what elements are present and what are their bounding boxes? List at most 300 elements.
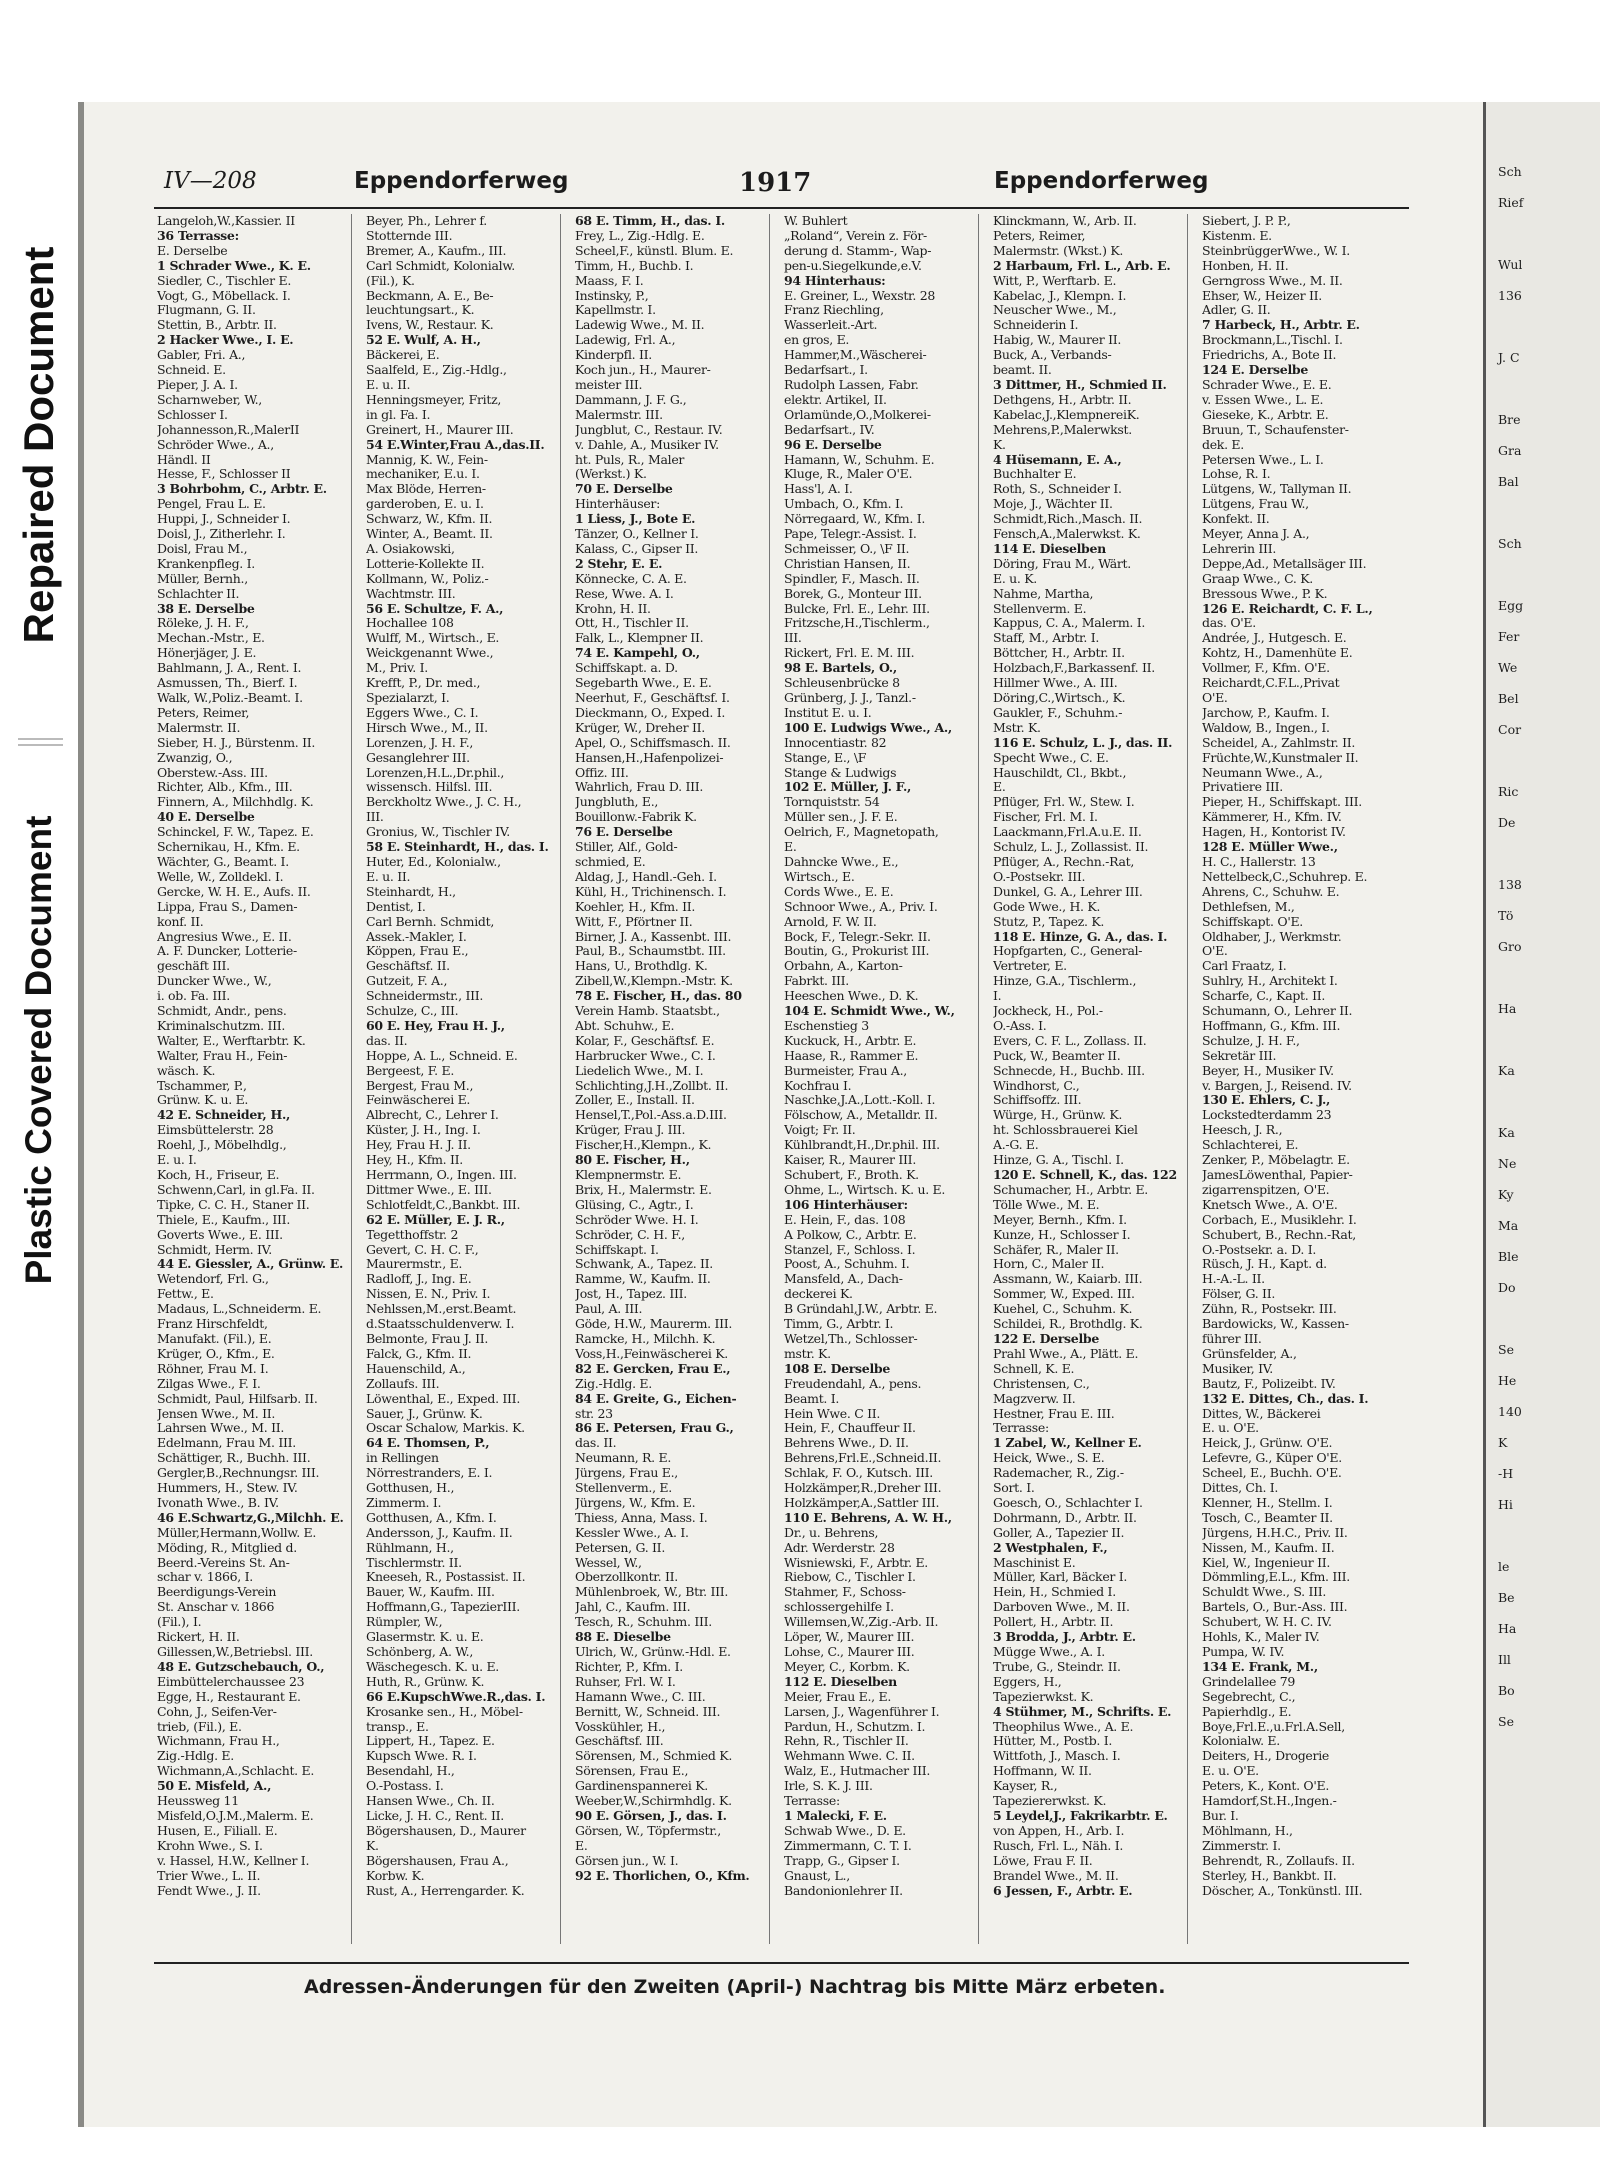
directory-entry-line: Krosanke sen., H., Möbel- <box>366 1704 523 1719</box>
directory-entry-line: Schiffskapt. I. <box>575 1242 659 1257</box>
directory-entry-line: Fettw., E. <box>157 1287 214 1302</box>
adjacent-page-fragment: Gro <box>1498 939 1522 954</box>
directory-entry-line: Kämmerer, H., Kfm. IV. <box>1202 810 1342 825</box>
directory-entry-line: Holzbach,F.,Barkassenf. II. <box>993 661 1155 676</box>
adjacent-page-fragment: Bal <box>1498 474 1519 489</box>
directory-entry-line: Jürgens, Frau E., <box>575 1466 678 1481</box>
directory-entry-line: Hütter, M., Postb. I. <box>993 1734 1113 1749</box>
directory-entry-line: Behrens,Frl.E.,Schneid.II. <box>784 1451 942 1466</box>
directory-entry-line: Doisl, J., Zitherlehr. I. <box>157 527 286 542</box>
adjacent-page-fragment: 140 <box>1498 1404 1522 1419</box>
directory-entry-line: Bergeest, F. E. <box>366 1063 455 1078</box>
directory-entry-line: Schmidt,Rich.,Masch. II. <box>993 512 1143 527</box>
directory-entry-line: Müller sen., J. F. E. <box>784 810 898 825</box>
directory-entry-line: Nissen, E. N., Priv. I. <box>366 1287 491 1302</box>
adjacent-page-fragment: Do <box>1498 1280 1516 1295</box>
directory-entry-line: Hillmer Wwe., A. III. <box>993 676 1118 691</box>
directory-entry-line: Trapp, G., Gipser I. <box>784 1853 900 1868</box>
directory-entry-line: Hesse, F., Schlosser II <box>157 467 291 482</box>
adjacent-page-fragment: Tö <box>1498 908 1514 923</box>
directory-entry-line: Falck, G., Kfm. II. <box>366 1346 472 1361</box>
directory-entry-line: Müller, Bernh., <box>157 571 248 586</box>
directory-entry-line: Kaiser, R., Maurer III. <box>784 1153 916 1168</box>
adjacent-page-fragment: Gra <box>1498 443 1522 458</box>
directory-entry-line: Knetsch Wwe., A. O'E. <box>1202 1197 1338 1212</box>
directory-entry-line: 116 E. Schulz, L. J., das. II. <box>993 735 1173 750</box>
directory-entry-line: Pieper, J. A. I. <box>157 377 238 392</box>
directory-entry-line: Schulz, L. J., Zollassist. II. <box>993 840 1149 855</box>
directory-entry-line: Roth, S., Schneider I. <box>993 482 1122 497</box>
directory-entry-line: Malermstr. II. <box>157 720 241 735</box>
directory-entry-line: Malermstr. (Wkst.) K. <box>993 243 1124 258</box>
directory-entry-line: Huth, R., Grünw. K. <box>366 1674 485 1689</box>
directory-entry-line: Scharfe, C., Kapt. II. <box>1202 989 1326 1004</box>
directory-entry-line: Schlotfeldt,C.,Bankbt. III. <box>366 1197 521 1212</box>
directory-entry-line: 128 E. Müller Wwe., <box>1202 840 1338 855</box>
directory-entry-line: 74 E. Kampehl, O., <box>575 646 700 661</box>
directory-entry-line: Schröder Wwe., A., <box>157 437 274 452</box>
directory-entry-line: Adler, G. II. <box>1202 303 1271 318</box>
directory-entry-line: Kühlbrandt,H.,Dr.phil. III. <box>784 1138 940 1153</box>
directory-entry-line: 132 E. Dittes, Ch., das. I. <box>1202 1391 1369 1406</box>
directory-entry-line: Schildei, R., Brothdlg. K. <box>993 1317 1143 1332</box>
directory-entry-line: Kabelac, J., Klempn. I. <box>993 288 1127 303</box>
directory-entry-line: Franz Hirschfeldt, <box>157 1317 268 1332</box>
directory-entry-line: Löwenthal, E., Exped. III. <box>366 1391 520 1406</box>
directory-entry-line: Hey, H., Kfm. II. <box>366 1153 463 1168</box>
directory-entry-line: Schneiderin I. <box>993 318 1079 333</box>
directory-entry-line: Henningsmeyer, Fritz, <box>366 392 502 407</box>
directory-entry-line: Schlak, F. O., Kutsch. III. <box>784 1466 933 1481</box>
directory-entry-line: Ivens, W., Restaur. K. <box>366 318 494 333</box>
directory-entry-line: Schlachterei, E. <box>1202 1138 1299 1153</box>
directory-entry-line: Tegetthoffstr. 2 <box>366 1227 459 1242</box>
directory-entry-line: Ulrich, W., Grünw.-Hdl. E. <box>575 1645 731 1659</box>
directory-entry-line: Corbach, E., Musiklehr. I. <box>1202 1212 1357 1227</box>
directory-entry-line: Wichmann,A.,Schlacht. E. <box>157 1764 315 1779</box>
directory-entry-line: Maschinist E. <box>993 1555 1076 1570</box>
directory-entry-line: Jürgens, H.H.C., Priv. II. <box>1202 1525 1348 1540</box>
directory-entry-line: Bedarfsart., I. <box>784 363 868 378</box>
directory-entry-line: in Rellingen <box>366 1451 439 1466</box>
directory-entry-line: Lockstedterdamm 23 <box>1202 1108 1332 1123</box>
directory-entry-line: Albrecht, C., Lehrer I. <box>366 1108 499 1123</box>
directory-entry-line: Gerngross Wwe., M. II. <box>1202 273 1343 288</box>
directory-entry-line: Maass, F. I. <box>575 273 644 288</box>
directory-entry-line: Brockmann,L.,Tischl. I. <box>1202 333 1343 348</box>
directory-entry-line: Tipke, C. C. H., Staner II. <box>157 1197 310 1212</box>
directory-entry-line: E. Hein, F., das. 108 <box>784 1212 906 1227</box>
directory-entry-line: Birner, J. A., Kassenbt. III. <box>575 929 732 944</box>
directory-entry-line: Staff, M., Arbtr. I. <box>993 631 1099 646</box>
directory-entry-line: Möding, R., Mitglied d. <box>157 1540 297 1555</box>
directory-entry-line: 112 E. Dieselben <box>784 1674 897 1689</box>
directory-entry-line: Wichmann, Frau H., <box>157 1734 280 1749</box>
directory-entry-line: Sieber, H. J., Bürstenm. II. <box>157 735 316 750</box>
directory-entry-line: JamesLöwenthal, Papier- <box>1202 1168 1353 1182</box>
directory-entry-line: Klempnermstr. E. <box>575 1168 682 1182</box>
directory-entry-line: Schröder, C. H. F., <box>575 1227 685 1242</box>
directory-entry-line: Stotternde III. <box>366 228 453 243</box>
directory-entry-line: Trube, G., Steindr. II. <box>993 1659 1121 1674</box>
directory-entry-line: Dunkel, G. A., Lehrer III. <box>993 884 1143 899</box>
directory-entry-line: A Polkow, C., Arbtr. E. <box>784 1227 917 1242</box>
directory-entry-line: Hamdorf,St.H.,Ingen.- <box>1202 1794 1337 1809</box>
directory-entry-line: E. Greiner, L., Wexstr. 28 <box>784 288 936 303</box>
directory-entry-line: E. u. II. <box>366 869 411 884</box>
directory-entry-line: Hauschildt, Cl., Bkbt., <box>993 765 1127 780</box>
directory-entry-line: Gnaust, L., <box>784 1868 850 1883</box>
directory-entry-line: Heeschen Wwe., D. K. <box>784 989 919 1004</box>
directory-entry-line: Eggers, H., <box>993 1674 1062 1689</box>
directory-entry-line: Dr., u. Behrens, <box>784 1525 879 1540</box>
directory-entry-line: H.-A.-L. II. <box>1202 1272 1265 1287</box>
directory-entry-line: Zühn, R., Postsekr. III. <box>1202 1302 1337 1317</box>
directory-entry-line: Willemsen,W.,Zig.-Arb. II. <box>784 1615 939 1630</box>
directory-entry-line: d.Staatsschuldenverw. I. <box>366 1317 515 1332</box>
directory-entry-line: 108 E. Derselbe <box>784 1361 890 1376</box>
directory-entry-line: mechaniker, E.u. I. <box>366 467 480 482</box>
directory-entry-line: Geschäftsf. II. <box>366 959 450 974</box>
directory-entry-line: Timm, G., Arbtr. I. <box>784 1317 894 1332</box>
directory-entry-line: Hamann, W., Schuhm. E. <box>784 452 935 467</box>
directory-entry-line: Rust, A., Herrengarder. K. <box>366 1883 525 1898</box>
directory-entry-line: das. O'E. <box>1202 616 1256 631</box>
directory-entry-line: Beamt. I. <box>784 1391 840 1406</box>
directory-entry-line: Meyer, Bernh., Kfm. I. <box>993 1212 1127 1227</box>
directory-entry-line: 4 Stühmer, M., Schrifts. E. <box>993 1704 1172 1719</box>
adjacent-page-fragment: Bel <box>1498 691 1519 706</box>
directory-entry-line: Küster, J. H., Ing. I. <box>366 1123 481 1138</box>
directory-entry-line: schmied, E. <box>575 854 646 869</box>
directory-entry-line: Beyer, H., Musiker IV. <box>1202 1063 1334 1078</box>
directory-entry-line: Andersson, J., Kaufm. II. <box>366 1525 513 1540</box>
directory-entry-line: Misfeld,O.J.M.,Malerm. E. <box>157 1808 314 1823</box>
directory-entry-line: Neumann Wwe., A., <box>1202 765 1323 780</box>
directory-entry-line: 1 Liess, J., Bote E. <box>575 512 696 527</box>
directory-entry-line: 82 E. Gercken, Frau E., <box>575 1361 731 1376</box>
footer-notice-bar <box>154 1962 1409 2004</box>
directory-entry-line: Liedelich Wwe., M. I. <box>575 1063 704 1078</box>
directory-entry-line: 80 E. Fischer, H., <box>575 1153 690 1168</box>
directory-entry-line: Herrmann, O., Ingen. III. <box>366 1168 517 1182</box>
directory-entry-line: Eschenstieg 3 <box>784 1018 869 1033</box>
directory-entry-line: Zollaufs. III. <box>366 1376 440 1391</box>
directory-entry-line: Madaus, L.,Schneiderm. E. <box>157 1302 322 1317</box>
directory-entry-line: Witt, F., Pförtner II. <box>575 914 693 929</box>
directory-entry-line: 42 E. Schneider, H., <box>157 1108 291 1123</box>
directory-entry-line: garderoben, E. u. I. <box>366 497 484 512</box>
directory-entry-line: Hoffmann, G., Kfm. III. <box>1202 1018 1341 1033</box>
directory-entry-line: Bögershausen, Frau A., <box>366 1853 509 1868</box>
directory-entry-line: Schmidt, Andr., pens. <box>157 1004 287 1019</box>
directory-entry-line: Wehmann Wwe. C. II. <box>784 1749 915 1764</box>
directory-entry-line: Wetendorf, Frl. G., <box>157 1272 269 1287</box>
directory-entry-line: Honben, H. II. <box>1202 258 1289 273</box>
directory-entry-line: 1 Malecki, F. E. <box>784 1808 887 1823</box>
directory-entry-line: 102 E. Müller, J. F., <box>784 780 912 795</box>
directory-entry-line: Bardowicks, W., Kassen- <box>1202 1317 1349 1332</box>
directory-entry-line: Thiess, Anna, Mass. I. <box>575 1510 708 1525</box>
directory-entry-line: 126 E. Reichardt, C. F. L., <box>1202 601 1373 616</box>
directory-entry-line: Meier, Frau E., E. <box>784 1689 892 1704</box>
directory-entry-line: Schneidermstr., III. <box>366 989 484 1004</box>
directory-entry-line: E. u. I. <box>157 1153 197 1168</box>
directory-entry-line: Windhorst, C., <box>993 1078 1080 1093</box>
directory-entry-line: Fölschow, A., Metalldr. II. <box>784 1108 938 1123</box>
directory-entry-line: Adr. Werderstr. 28 <box>784 1540 895 1555</box>
directory-entry-line: Asmussen, Th., Bierf. I. <box>157 676 298 691</box>
directory-entry-line: Heick, Wwe., S. E. <box>993 1451 1105 1466</box>
directory-entry-line: St. Anschar v. 1866 <box>157 1600 275 1615</box>
directory-entry-line: Stellenverm., E. <box>575 1481 672 1496</box>
directory-entry-line: Schubert, W. H. C. IV. <box>1202 1615 1332 1630</box>
directory-entry-line: Rademacher, R., Zig.- <box>993 1466 1124 1481</box>
directory-entry-line: A. F. Duncker, Lotterie- <box>157 944 297 959</box>
directory-entry-line: Göde, H.W., Maurerm. III. <box>575 1317 733 1332</box>
directory-entry-line: E. <box>993 780 1006 795</box>
directory-entry-line: Bouillonw.-Fabrik K. <box>575 810 697 825</box>
directory-entry-line: O'E. <box>1202 691 1228 705</box>
directory-entry-line: Evers, C. F. L., Zollass. II. <box>993 1033 1147 1048</box>
directory-entry-line: Kochfrau I. <box>784 1078 852 1093</box>
directory-entry-line: K. <box>366 1838 379 1853</box>
directory-entry-line: Schnecde, H., Buchb. III. <box>993 1063 1145 1078</box>
directory-entry-line: Terrasse: <box>784 1794 840 1809</box>
directory-entry-line: in gl. Fa. I. <box>366 407 431 422</box>
directory-entry-line: Beyer, Ph., Lehrer f. <box>366 214 487 228</box>
directory-entry-line: Dethgens, H., Arbtr. II. <box>993 392 1132 407</box>
directory-entry-line: Schmidt, Herm. IV. <box>157 1242 272 1257</box>
directory-entry-line: Hohls, K., Maler IV. <box>1202 1630 1320 1645</box>
directory-entry-line: Beerd.-Vereins St. An- <box>157 1555 290 1570</box>
directory-entry-line: Schönberg, A. W., <box>366 1645 473 1659</box>
directory-entry-line: Zimmermann, C. T. I. <box>784 1838 912 1853</box>
directory-entry-line: Tosch, C., Beamter II. <box>1202 1510 1333 1525</box>
directory-entry-line: wäsch. K. <box>157 1063 216 1078</box>
directory-entry-line: Scheel,F., künstl. Blum. E. <box>575 243 734 258</box>
directory-entry-line: Angresius Wwe., E. II. <box>157 929 292 944</box>
directory-entry-line: Kuehel, C., Schuhm. K. <box>993 1302 1133 1317</box>
directory-entry-line: Welle, W., Zolldekl. I. <box>157 869 284 884</box>
repaired-document-stamp: Repaired Document <box>15 246 62 644</box>
directory-entry-line: Papierhdlg., E. <box>1202 1704 1292 1719</box>
directory-entry-line: Pengel, Frau L. E. <box>157 497 266 512</box>
directory-entry-line: Larsen, J., Wagenführer I. <box>784 1704 940 1719</box>
directory-entry-line: Wächter, G., Beamt. I. <box>157 854 289 869</box>
adjacent-page-fragment: Ka <box>1498 1125 1515 1140</box>
directory-entry-line: Fensch,A.,Malerwkst. K. <box>993 527 1141 542</box>
directory-entry-line: Paul, A. III. <box>575 1302 643 1317</box>
directory-entry-line: Hauenschild, A., <box>366 1361 466 1376</box>
directory-entry-line: Hummers, H., Stew. IV. <box>157 1481 298 1496</box>
directory-entry-line: 110 E. Behrens, A. W. H., <box>784 1510 952 1525</box>
directory-entry-line: Berckholtz Wwe., J. C. H., <box>366 795 522 810</box>
directory-entry-line: Kolonialw. E. <box>1202 1734 1280 1749</box>
directory-entry-line: Cords Wwe., E. E. <box>784 884 894 899</box>
directory-entry-line: H. C., Hallerstr. 13 <box>1202 854 1316 869</box>
adjacent-page-fragment: Bre <box>1498 412 1521 427</box>
directory-entry-line: Händl. II <box>157 452 211 467</box>
directory-entry-line: Franz Riechling, <box>784 303 884 318</box>
directory-entry-line: Bartels, O., Bur.-Ass. III. <box>1202 1600 1348 1615</box>
directory-entry-line: Grünw. K. u. E. <box>157 1093 249 1108</box>
directory-entry-line: 56 E. Schultze, F. A., <box>366 601 504 616</box>
directory-entry-line: Buck, A., Verbands- <box>993 348 1112 363</box>
directory-entry-line: Zoller, E., Install. II. <box>575 1093 695 1108</box>
stamp-divider <box>18 738 63 746</box>
directory-entry-line: Huter, Ed., Kolonialw., <box>366 854 501 869</box>
directory-entry-line: Steinhardt, H., <box>366 884 456 899</box>
directory-entry-line: Bautz, F., Polizeibt. IV. <box>1202 1376 1336 1391</box>
directory-entry-line: elektr. Artikel, II. <box>784 392 887 407</box>
directory-entry-line: Witt, P., Werftarb. E. <box>993 273 1117 288</box>
directory-year: 1917 <box>739 168 812 198</box>
directory-entry-line: Hammer,M.,Wäscherei- <box>784 348 927 363</box>
directory-entry-line: wissensch. Hilfsl. III. <box>366 780 493 795</box>
adjacent-page-fragment: Ky <box>1498 1187 1514 1202</box>
directory-entry-line: Sekretär III. <box>1202 1048 1277 1063</box>
directory-entry-line: pen-u.Siegelkunde,e.V. <box>784 258 922 273</box>
directory-entry-line: Scharnweber, W., <box>157 392 262 407</box>
directory-entry-line: Cohn, J., Seifen-Ver- <box>157 1704 277 1719</box>
directory-entry-line: Möhlmann, H., <box>1202 1823 1293 1838</box>
directory-entry-line: Weeber,W.,Schirmhdlg. K. <box>575 1794 732 1809</box>
directory-entry-line: Kuckuck, H., Arbtr. E. <box>784 1033 917 1048</box>
directory-entry-line: Hey, Frau H. J. II. <box>366 1138 471 1153</box>
directory-entry-line: Jockheck, H., Pol.- <box>993 1004 1103 1019</box>
directory-entry-line: Ramcke, H., Milchh. K. <box>575 1331 716 1346</box>
directory-entry-line: Krohn, H. II. <box>575 601 651 616</box>
directory-entry-line: B Gründahl,J.W., Arbtr. E. <box>784 1302 938 1317</box>
directory-entry-line: 66 E.KupschWwe.R.,das. I. <box>366 1689 546 1704</box>
header-rule <box>154 207 1409 209</box>
directory-entry-line: Wetzel,Th., Schlosser- <box>784 1331 918 1346</box>
directory-entry-line: Rusch, Frl. L., Näh. I. <box>993 1838 1124 1853</box>
directory-entry-line: Mstr. K. <box>993 720 1041 735</box>
directory-entry-line: Ehser, W., Heizer II. <box>1202 288 1322 303</box>
directory-entry-line: konf. II. <box>157 914 204 929</box>
directory-entry-line: Petersen Wwe., L. I. <box>1202 452 1324 467</box>
directory-entry-line: Fischer, Frl. M. I. <box>993 810 1098 825</box>
directory-entry-line: Boye,Frl.E.,u.Frl.A.Sell, <box>1202 1719 1345 1734</box>
directory-entry-line: Brix, H., Malermstr. E. <box>575 1182 712 1197</box>
directory-entry-line: 98 E. Bartels, O., <box>784 661 897 676</box>
directory-entry-line: Hirsch Wwe., M., II. <box>366 720 488 735</box>
directory-entry-line: Kapellmstr. I. <box>575 303 656 318</box>
directory-entry-line: Grünsfelder, A., <box>1202 1346 1297 1361</box>
directory-entry-line: Geschäftsf. III. <box>575 1734 664 1749</box>
directory-entry-line: Husen, E., Filiall. E. <box>157 1823 278 1838</box>
directory-entry-line: Goesch, O., Schlachter I. <box>993 1495 1143 1510</box>
directory-entry-line: 134 E. Frank, M., <box>1202 1659 1318 1674</box>
directory-entry-line: Kappus, C. A., Malerm. I. <box>993 616 1146 631</box>
directory-entry-line: 4 Hüsemann, E. A., <box>993 452 1122 467</box>
directory-entry-line: E. Derselbe <box>157 243 228 258</box>
directory-entry-line: Schrader Wwe., E. E. <box>1202 377 1332 392</box>
directory-entry-line: Schiffskapt. O'E. <box>1202 914 1303 929</box>
directory-entry-line: v. Dahle, A., Musiker IV. <box>575 437 719 452</box>
adjacent-page-fragment: Sch <box>1498 164 1522 179</box>
adjacent-page-fragment: Sch <box>1498 536 1522 551</box>
directory-entry-line: Walter, E., Werftarbtr. K. <box>157 1033 306 1048</box>
directory-entry-line: Privatiere III. <box>1202 780 1283 795</box>
directory-entry-line: schlossergehilfe I. <box>784 1600 894 1615</box>
directory-entry-line: Nahme, Martha, <box>993 586 1094 601</box>
directory-entry-line: Gieseke, K., Arbtr. E. <box>1202 407 1329 422</box>
directory-entry-line: Mannig, K. W., Fein- <box>366 452 488 467</box>
directory-entry-line: Segebarth Wwe., E. E. <box>575 676 712 691</box>
directory-entry-line: Gronius, W., Tischler IV. <box>366 825 510 840</box>
directory-entry-line: Dahncke Wwe., E., <box>784 854 899 869</box>
street-name-right: Eppendorferweg <box>994 168 1209 194</box>
directory-entry-line: Schröder Wwe. H. I. <box>575 1212 699 1227</box>
directory-entry-line: Hass'l, A. I. <box>784 482 853 497</box>
directory-entry-line: Klinckmann, W., Arb. II. <box>993 214 1137 228</box>
directory-entry-line: 92 E. Thorlichen, O., Kfm. <box>575 1868 750 1883</box>
directory-entry-line: Eimbüttelerchaussee 23 <box>157 1674 305 1689</box>
directory-entry-line: Hönerjäger, J. E. <box>157 646 257 661</box>
directory-entry-line: Spezialarzt, I. <box>366 691 450 705</box>
directory-entry-line: Beckmann, A. E., Be- <box>366 288 494 303</box>
directory-entry-line: 36 Terrasse: <box>157 228 239 243</box>
adjacent-page-fragment: We <box>1498 660 1518 675</box>
directory-entry-line: Christian Hansen, II. <box>784 556 911 571</box>
directory-entry-line: Walz, E., Hutmacher III. <box>784 1764 931 1779</box>
directory-entry-line: Hestner, Frau E. III. <box>993 1406 1115 1421</box>
directory-entry-line: Doisl, Frau M., <box>157 541 248 556</box>
directory-entry-line: Krüger, W., Dreher II. <box>575 720 705 735</box>
directory-entry-line: Freudendahl, A., pens. <box>784 1376 922 1391</box>
directory-entry-line: Oscar Schalow, Markis. K. <box>366 1421 525 1436</box>
directory-entry-line: Thiele, E., Kaufm., III. <box>157 1212 290 1227</box>
directory-entry-line: Schernikau, H., Kfm. E. <box>157 840 300 855</box>
directory-entry-line: Rickert, H. II. <box>157 1630 240 1645</box>
directory-entry-line: Oberstew.-Ass. III. <box>157 765 268 780</box>
directory-entry-line: Tapezierwkst. K. <box>993 1689 1094 1704</box>
directory-entry-line: Fritzsche,H.,Tischlerm., <box>784 616 930 631</box>
directory-entry-line: Zilgas Wwe., F. I. <box>157 1376 261 1391</box>
directory-entry-line: Müller,Hermann,Wollw. E. <box>157 1525 317 1540</box>
adjacent-page-fragment: Se <box>1498 1714 1514 1729</box>
directory-entry-line: Licke, J. H. C., Rent. II. <box>366 1808 504 1823</box>
directory-entry-line: 60 E. Hey, Frau H. J., <box>366 1018 505 1033</box>
directory-entry-line: Wittfoth, J., Masch. I. <box>993 1749 1121 1764</box>
directory-entry-line: 2 Stehr, E. E. <box>575 556 663 571</box>
directory-entry-line: Bergest, Frau M., <box>366 1078 474 1093</box>
directory-entry-line: Kluge, R., Maler O'E. <box>784 467 913 482</box>
directory-entry-line: Roehl, J., Möbelhdlg., <box>157 1138 287 1153</box>
directory-entry-line: Holzkämper,A.,Sattler III. <box>784 1495 940 1510</box>
directory-entry-line: Richter, Alb., Kfm., III. <box>157 780 293 795</box>
directory-entry-line: 96 E. Derselbe <box>784 437 882 452</box>
directory-entry-line: Schubert, B., Rechn.-Rat, <box>1202 1227 1356 1242</box>
directory-entry-line: Hein Wwe. C II. <box>784 1406 881 1421</box>
directory-entry-line: Oldhaber, J., Werkmstr. <box>1202 929 1342 944</box>
directory-entry-line: 2 Harbaum, Frl. L., Arb. E. <box>993 258 1171 273</box>
directory-entry-line: Ladewig, Frl. A., <box>575 333 676 348</box>
directory-entry-line: Schubert, F., Broth. K. <box>784 1168 919 1182</box>
directory-entry-line: O.-Ass. I. <box>993 1018 1047 1033</box>
directory-entry-line: Segebrecht, C., <box>1202 1689 1296 1704</box>
directory-entry-line: Gabler, Fri. A., <box>157 348 246 363</box>
directory-entry-line: 122 E. Derselbe <box>993 1331 1099 1346</box>
directory-entry-line: Schneid. E. <box>157 363 226 378</box>
directory-entry-line: Peters, Reimer, <box>993 228 1086 243</box>
directory-entry-line: Kiel, W., Ingenieur II. <box>1202 1555 1331 1570</box>
column-2 <box>363 214 561 1944</box>
directory-entry-line: (Fil.), K. <box>366 273 415 288</box>
